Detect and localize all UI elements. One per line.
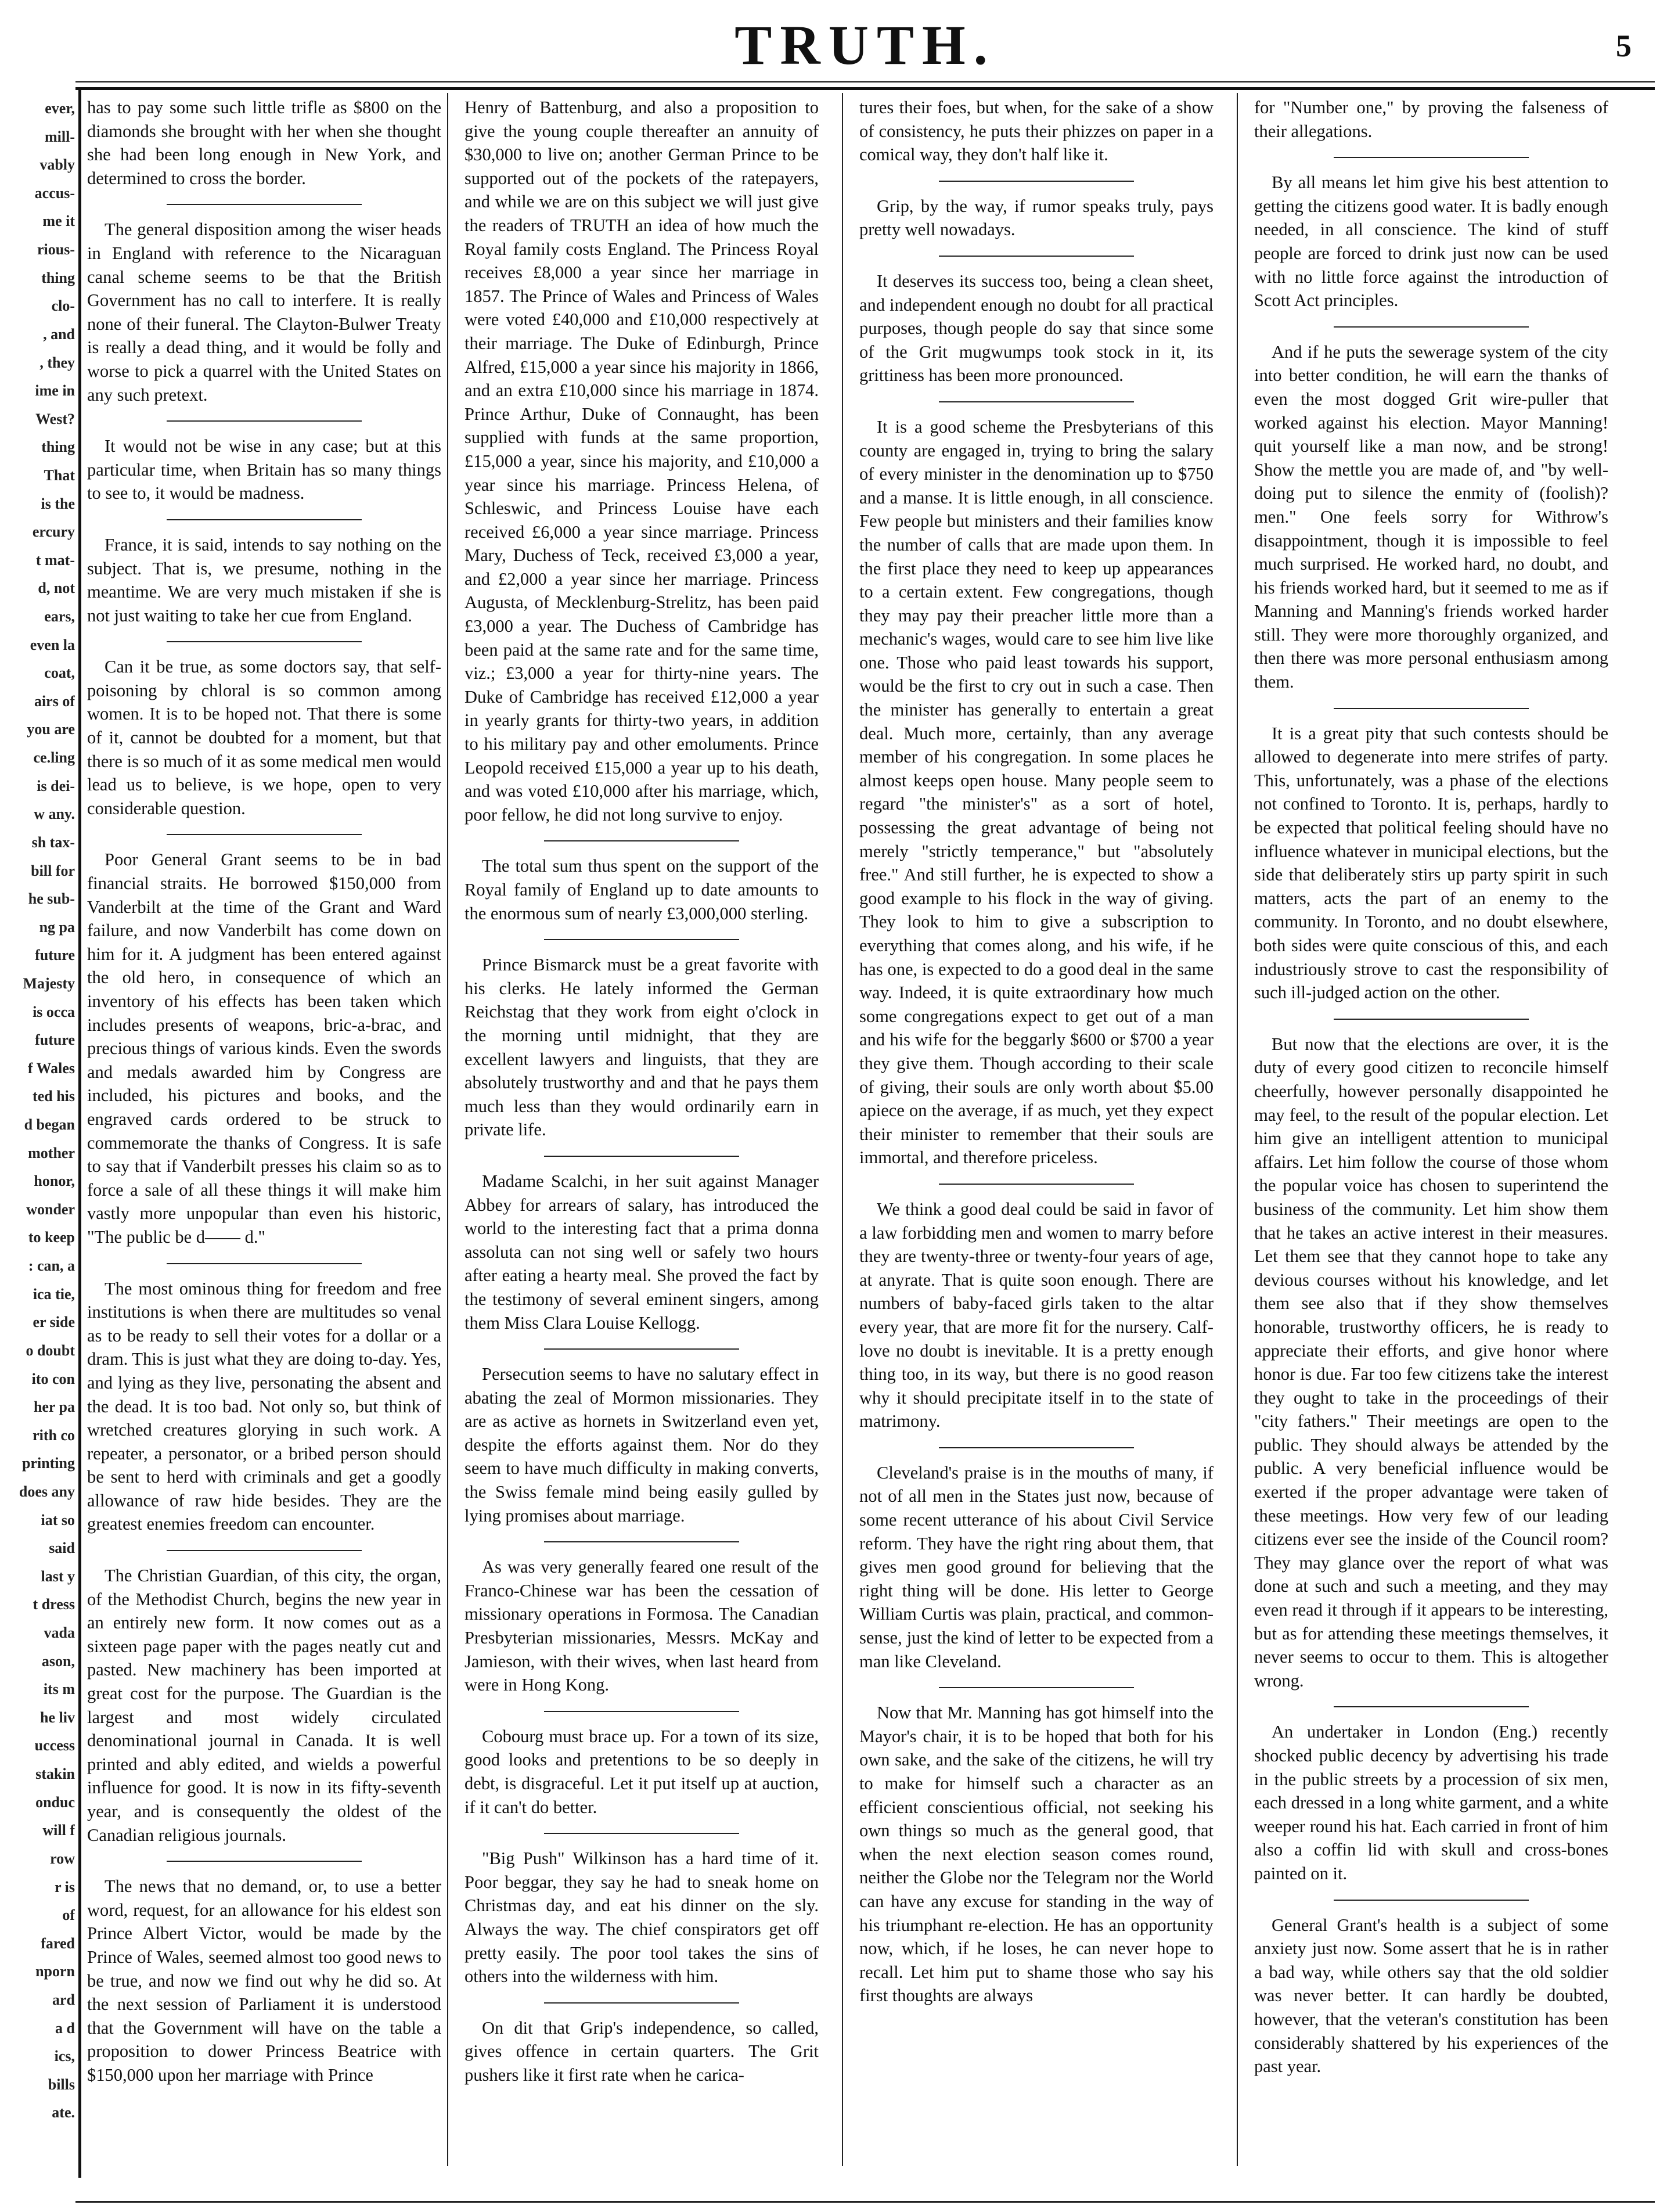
margin-fragment: ever, [45, 100, 75, 117]
article-paragraph: Cleveland's praise is in the mouths of many, if not of all men in the States just now, because of some recent utterance of his about Civil Service reform. They have the right ring about them, that gives men good ground for believing that the right thing will be done. His letter to George William Curtis was plain, practical, and common-sense, just the kind of letter to be expected from a man like Cleveland. [859, 1462, 1214, 1671]
article-paragraph: The general disposition among the wiser heads in England with reference to the Nicaraguan canal scheme seems to be that the British Government has no call to interfere. It is really none of their funeral. The Clayton-Bulwer Treaty is really a dead thing, and it would be folly and worse to pick a quarrel with the United States on any such pretext. [87, 220, 441, 405]
margin-fragment: a d [55, 2019, 75, 2037]
margin-fragment: , they [39, 354, 75, 371]
article-paragraph: An undertaker in London (Eng.) recently shocked public decency by advertising his trade in the public streets by a procession of six men, each dressed in a long white garment, and a white weeper round his hat. Each carried in front of him also a coffin lid with skull and cross-bones painted on it. [1254, 1722, 1608, 1883]
article-separator [1334, 1019, 1529, 1020]
margin-fragment: : can, a [28, 1257, 75, 1275]
article-paragraph: But now that the elections are over, it is the duty of every good citizen to reconcile himself cheerfully, however personally disappointed he may feel, to the result of the popular election. Let him give an intelligent attention to municipal affairs. Let him follow the course of those whom the popular voice has chosen to superintend the business of the community. Let him show them that he takes an active interest in their measures. Let them see that they cannot hope to take any devious courses without his knowledge, and let them see also that if they show themselves honorable, trustworthy officers, he is ready to appreciate their efforts, and give honor where honor is due. Far too few citizens take the interest they ought to take in the proceedings of their "city fathers." Their meetings are open to the public. They should always be attended by the public. A very beneficial influence would be exerted if the proper advantage were taken of these meetings. How very few of our leading citizens ever see the inside of the Council room? They may glance over the report of what was done at such and such a meeting, and they may even read it through if it appears to be interesting, but as for attending these meetings themselves, it never seems to occur to them. This is altogether wrong. [1254, 1034, 1608, 1691]
margin-fragment: t dress [33, 1596, 75, 1613]
article-separator [167, 641, 362, 642]
article-separator [544, 2002, 739, 2004]
article-paragraph: has to pay some such little trifle as $800 on the diamonds she brought with her when she thought she had been long enough in New York, and determined to cross the border. [87, 98, 441, 188]
article-separator [167, 1550, 362, 1551]
article-paragraph: It is a good scheme the Presbyterians of this county are engaged in, trying to bring the salary of every minister in the denomination up to $750 and a manse. It is little enough, in all conscience. Few people but ministers and their families know the number of calls that are made upon them. In the first place they need to keep up appearances to a certain extent. Few congregations, though they may pay their preacher little more than a mechanic's wages, would care to see him live like one. Those who paid least towards his support, would be the first to cry out in such a case. Then the minister has generally to entertain a great deal. Much more, certainly, than any average member of his congregation. In some places he almost keeps open house. Many people seem to regard "the minister's" as a sort of hotel, possessing the great advantage of being not merely "strictly temperance," but "absolutely free." And still further, he is expected to show a good example to his flock in the way of giving. They look to him to give a subscription to everything that comes along, and his wife, if he has one, is expected to do a good deal in the same way. Indeed, it is quite extraordinary how much some congregations expect to get out of a man and his wife for the beggarly $600 or $700 a year they give them. Though according to their scale of giving, their souls are only worth about $5.00 apiece on the average, if as much, yet they expect their minister to remember that their souls are immortal, and therefore priceless. [859, 416, 1214, 1168]
article-paragraph: It is a great pity that such contests should be allowed to degenerate into mere strifes of party. This, unfortunately, was a phase of the elections not confined to Toronto. It is, perhaps, hardly to be expected that political feeling should have no influence whatever in municipal elections, but the side that deliberately stirs up party spirit in such matters, acts the part of an enemy to the community. In Toronto, and no doubt elsewhere, both sides were quite conscious of this, and each industriously strove to cast the responsibility of such ill-judged action on the other. [1254, 723, 1608, 1003]
article-paragraph: France, it is said, intends to say nothing on the subject. That is, we presume, nothing in the meantime. We are very much mistaken if she is not just waiting to take her cue from England. [87, 534, 441, 625]
margin-fragment: ng pa [39, 918, 75, 936]
margin-fragment: iat so [41, 1511, 75, 1528]
margin-fragment: is dei- [37, 777, 75, 794]
margin-fragment: clo- [51, 297, 75, 315]
margin-fragment: o doubt [26, 1341, 75, 1359]
margin-fragment: r is [55, 1878, 75, 1896]
column-4 [1254, 96, 1608, 2163]
margin-fragment: t mat- [35, 551, 75, 569]
article-paragraph: The total sum thus spent on the support of the Royal family of England up to date amounts to the enormous sum of nearly £3,000,000 sterling. [464, 856, 819, 923]
margin-fragment: Majesty [23, 974, 75, 992]
margin-fragment: w any. [34, 805, 75, 823]
margin-fragment: coat, [44, 664, 75, 682]
margin-fragment: of [62, 1907, 75, 1924]
margin-fragment: will f [42, 1822, 75, 1839]
article-paragraph: It would not be wise in any case; but at this particular time, when Britain has so many things to see to, it would be madness. [87, 436, 441, 503]
article-separator [544, 840, 739, 841]
margin-fragment: ercury [32, 523, 75, 541]
article-paragraph: Prince Bismarck must be a great favorite with his clerks. He lately informed the German Reichstag that they work from eight o'clock in the morning until midnight, that they are excellent lawyers and linguists, that they are absolutely trustworthy and and that he pays them much less than they would ordinarily earn in private life. [464, 955, 819, 1140]
margin-fragment: you are [27, 721, 75, 738]
margin-fragment: , and [43, 325, 75, 343]
article-paragraph: As was very generally feared one result of the Franco-Chinese war has been the cessation of missionary operations in Formosa. The Canadian Presbyterian missionaries, Messrs. McKay and Jamieson, with their wives, when last heard from were in Hong Kong. [464, 1557, 819, 1695]
margin-fragment: he sub- [28, 890, 75, 908]
margin-fragment: airs of [34, 692, 75, 710]
margin-fragment: thing [41, 269, 75, 286]
article-paragraph: General Grant's health is a subject of some anxiety just now. Some assert that he is in rather a bad way, while others say that the old soldier was never better. It can hardly be doubted, however, that the veteran's constitution has been considerably shattered by his experiences of the past year. [1254, 1915, 1608, 2077]
margin-fragment: honor, [34, 1172, 75, 1190]
column-rule [1237, 93, 1238, 2166]
margin-fragment: wonder [26, 1200, 75, 1218]
margin-fragment: rious- [37, 241, 75, 258]
article-paragraph: Can it be true, as some doctors say, that self-poisoning by chloral is so common among women. It is to be hoped not. That there is some of it, cannot be doubted for a moment, but that there is so much of it as some medical men would lead us to believe, is we hope, open to very considerable question. [87, 657, 441, 818]
article-separator [167, 519, 362, 520]
margin-fragment: ce.ling [33, 749, 75, 767]
article-separator [167, 1861, 362, 1862]
article-separator [1334, 157, 1529, 158]
margin-fragment: rith co [33, 1426, 75, 1444]
margin-fragment: its m [43, 1681, 75, 1698]
masthead-rule [75, 81, 1655, 82]
article-paragraph: Grip, by the way, if rumor speaks truly, pays pretty well nowadays. [859, 196, 1214, 240]
column-1 [87, 96, 441, 2163]
margin-fragment: er side [33, 1314, 75, 1331]
margin-fragment: mother [28, 1144, 75, 1161]
article-separator [544, 1711, 739, 1712]
column-2 [464, 96, 819, 2163]
margin-fragment: ate. [52, 2104, 75, 2121]
masthead-title: TRUTH. [734, 14, 996, 76]
margin-fragment: is the [41, 495, 75, 512]
article-separator [1334, 1900, 1529, 1901]
article-paragraph: "Big Push" Wilkinson has a hard time of it. Poor beggar, they say he had to sneak home on Christmas day, and eat his dinner on the sly. Always the way. The chief conspirators get off pretty easily. The poor tool takes the sins of others into the wilderness with him. [464, 1848, 819, 1987]
article-paragraph: Henry of Battenburg, and also a proposition to give the young couple thereafter an annuity of $30,000 to live on; another German Prince to be supported out of the pockets of the ratepayers, and while we are on this subject we will just give the readers of TRUTH an idea of how much the Royal family costs England. The Princess Royal receives £8,000 a year since her marriage in 1857. The Prince of Wales and Princess of Wales were voted £40,000 and £10,000 respectively at their marriage. The Duke of Edinburgh, Prince Alfred, £15,000 a year since his majority in 1866, and an extra £10,000 since his marriage in 1874. Prince Arthur, Duke of Connaught, has been supplied with funds at the same proportion, £15,000 a year, since his majority, and £10,000 a year since his marriage. Princess Helena, of Schleswic, and Princess Louise have each received £6,000 a year since marriage. Princess Mary, Duchess of Teck, received £3,000 a year, and £2,000 a year since her marriage. Princess Augusta, of Mecklenburg-Strelitz, has been paid £3,000 a year. The Duchess of Cambridge has been paid at the same rate and for the same time, viz.; £3,000 a year for thirty-nine years. The Duke of Cambridge has received £12,000 a year in yearly grants for thirty-two years, in addition to his military pay and other emoluments. Prince Leopold received £15,000 a year up to his death, and was voted £10,000 after his marriage, which, poor fellow, he did not long survive to enjoy. [464, 98, 819, 825]
article-paragraph: By all means let him give his best attention to getting the citizens good water. It is badly enough needed, in all conscience. The kind of stuff people are forced to drink just now can be used with no little force against the introduction of Scott Act principles. [1254, 172, 1608, 311]
article-paragraph: The most ominous thing for freedom and free institutions is when there are multitudes so venal as to be ready to sell their votes for a dollar or a dram. This is just what they are doing to-day. Yes, and lying as they live, personating the absent and the dead. It is too bad. Not only so, but think of wretched creatures glorying in such work. A repeater, a personator, or a bribed person should be sent to herd with criminals and get a goodly allowance of raw hide besides. They are the greatest enemies freedom can encounter. [87, 1278, 441, 1534]
margin-fragment: future [35, 1031, 75, 1049]
margin-fragment: bills [48, 2076, 75, 2093]
margin-fragment: thing [41, 438, 75, 456]
margin-fragment: ason, [41, 1652, 75, 1670]
article-separator [167, 204, 362, 205]
article-paragraph: The Christian Guardian, of this city, the organ, of the Methodist Church, begins the new year in an entirely new form. It now comes out as a sixteen page paper with the pages neatly cut and pasted. New machinery has been imported at great cost for the purpose. The Guardian is the largest and most widely circulated denominational journal in Canada. It is well printed and ably edited, and wields a powerful influence for good. It is now in its fifty-seventh year, and is consequently the oldest of the Canadian religious journals. [87, 1566, 441, 1845]
article-paragraph: Now that Mr. Manning has got himself into the Mayor's chair, it is to be hoped that both for his own sake, and the sake of the citizens, he will try to make for himself such a character as an efficient conscientious official, not seeking his own things so much as the general good, that when the next election season comes round, neither the Globe nor the Telegram nor the World can have any excuse for standing in the way of his triumphant re-election. He has an opportunity now, which, if he loses, he can never hope to recall. Let him put to shame those who say his first thoughts are always [859, 1703, 1214, 2006]
article-separator [167, 1263, 362, 1264]
margin-fragment: accus- [34, 184, 75, 202]
margin-fragment: ics, [54, 2048, 75, 2065]
article-separator [544, 939, 739, 940]
column-rule [842, 93, 843, 2166]
margin-fragment: ime in [35, 382, 75, 400]
article-separator [544, 1348, 739, 1350]
article-paragraph: It deserves its success too, being a clean sheet, and independent enough no doubt for all practical purposes, though people do say that since some of the Grit mugwumps took stock in it, its grittiness has been more pronounced. [859, 271, 1214, 386]
margin-fragment: uccess [34, 1737, 75, 1754]
article-paragraph: Persecution seems to have no salutary effect in abating the zeal of Mormon missionaries. They are as active as hornets in Switzerland even yet, despite the efforts against them. Nor do they seem to have much difficulty in making converts, the Swiss female mind being easily gulled by lying promises about marriage. [464, 1364, 819, 1526]
margin-fragment: row [50, 1850, 75, 1867]
margin-fragment: ito con [31, 1370, 75, 1387]
margin-fragment: d began [24, 1116, 75, 1133]
margin-fragment: That [44, 466, 75, 484]
article-separator [939, 256, 1134, 257]
margin-fragment: printing [21, 1455, 75, 1472]
page-number: 5 [1616, 28, 1632, 63]
margin-fragment: he liv [40, 1709, 75, 1726]
margin-fragment: is occa [33, 1003, 75, 1020]
torn-left-margin [0, 87, 81, 2178]
article-separator [939, 181, 1134, 182]
margin-fragment: does any [19, 1483, 75, 1500]
bottom-rule [75, 2201, 1655, 2203]
article-separator [1334, 326, 1529, 328]
margin-fragment: ted his [33, 1088, 75, 1105]
article-separator [939, 1184, 1134, 1185]
margin-fragment: her pa [33, 1398, 75, 1416]
margin-fragment: me it [42, 213, 75, 230]
article-paragraph: On dit that Grip's independence, so called, gives offence in certain quarters. The Grit pushers like it first rate when he carica- [464, 2017, 819, 2085]
margin-fragment: even la [30, 636, 75, 653]
article-paragraph: Madame Scalchi, in her suit against Manager Abbey for arrears of salary, has introduced the world to the interesting fact that a prima donna assoluta can not sing well or safely two hours after eating a hearty meal. She proved the fact by the testimony of several eminent singers, among them Miss Clara Louise Kellogg. [464, 1171, 819, 1333]
article-paragraph: for "Number one," by proving the falseness of their allegations. [1254, 98, 1608, 141]
article-paragraph: We think a good deal could be said in favor of a law forbidding men and women to marry before they are twenty-three or twenty-four years of age, at anyrate. That is quite soon enough. There are numbers of baby-faced girls taken to the altar every year, that are more fit for the nursery. Calf-love no doubt is inevitable. It is a pretty enough thing too, in its way, but there is no good reason why it should precipitate itself in to the state of matrimony. [859, 1199, 1214, 1431]
margin-fragment: to keep [28, 1229, 75, 1246]
article-separator [939, 401, 1134, 402]
margin-fragment: mill- [45, 128, 75, 145]
margin-fragment: f Wales [27, 1059, 75, 1077]
column-rule [447, 93, 448, 2166]
article-paragraph: And if he puts the sewerage system of the city into better condition, he will earn the thanks of even the most dogged Grit wire-puller that worked against his election. Mayor Manning! quit yourself like a man now, and be strong! Show the mettle you are made of, and "by well-doing put to silence the enmity of (foolish)? men." One feels sorry for Withrow's disappointment, though it is impossible to feel much surprised. He worked hard, no doubt, and his friends worked hard, but it seemed to me as if Manning and Manning's friends worked harder still. They were more thoroughly organized, and then there was more personal enthusiasm among them. [1254, 341, 1608, 692]
margin-fragment: West? [35, 410, 75, 427]
margin-fragment: bill for [31, 862, 75, 879]
column-3 [859, 96, 1214, 2163]
margin-fragment: nporn [35, 1963, 75, 1980]
article-separator [1334, 708, 1529, 709]
margin-fragment: last y [41, 1567, 75, 1585]
article-separator [544, 1156, 739, 1157]
article-separator [939, 1447, 1134, 1448]
article-separator [1334, 1706, 1529, 1707]
margin-fragment: vada [44, 1624, 75, 1641]
article-separator [167, 420, 362, 422]
margin-fragment: sh tax- [31, 833, 75, 851]
margin-fragment: fared [41, 1934, 75, 1952]
margin-fragment: future [35, 947, 75, 964]
article-separator [167, 834, 362, 835]
article-paragraph: tures their foes, but when, for the sake of a show of consistency, he puts their phizzes on paper in a comical way, they don't half like it. [859, 98, 1214, 165]
margin-fragment: ica tie, [33, 1285, 75, 1303]
margin-fragment: ears, [44, 608, 75, 625]
article-paragraph: Cobourg must brace up. For a town of its size, good looks and pretentions to be so deeply in debt, is disgraceful. Let it put itself up at auction, if it can't do better. [464, 1726, 819, 1817]
article-separator [544, 1833, 739, 1834]
margin-fragment: vably [39, 156, 75, 174]
article-separator [939, 1687, 1134, 1688]
article-paragraph: The news that no demand, or, to use a better word, request, for an allowance for his eldest son Prince Albert Victor, would be made by the Prince of Wales, seemed almost too good news to be true, and now we find out why he did so. At the next session of Parliament it is understood that the Government will have on the table a proposition to dower Princess Beatrice with $150,000 upon her marriage with Prince [87, 1876, 441, 2085]
masthead [75, 0, 1655, 90]
margin-fragment: onduc [35, 1793, 75, 1811]
margin-fragment: said [49, 1540, 75, 1557]
margin-fragment: stakin [35, 1765, 75, 1783]
article-paragraph: Poor General Grant seems to be in bad financial straits. He borrowed $150,000 from Vanderbilt at the time of the Grant and Ward failure, and now Vanderbilt has come down on him for it. A judgment has been entered against the old hero, in consequence of which an inventory of his effects has been taken which includes presents of weapons, bric-a-brac, and precious things of various kinds. Even the swords and medals awarded him by Congress are included, his pictures and books, and the engraved cards ordered to be struck to commemorate the thanks of Congress. It is safe to say that if Vanderbilt presses his claim so as to force a sale of all these things it will make him vastly more unpopular than even his historic, "The public be d—— d." [87, 850, 441, 1247]
margin-fragment: ard [52, 1991, 75, 2008]
margin-fragment: d, not [38, 580, 75, 597]
article-separator [544, 1541, 739, 1542]
